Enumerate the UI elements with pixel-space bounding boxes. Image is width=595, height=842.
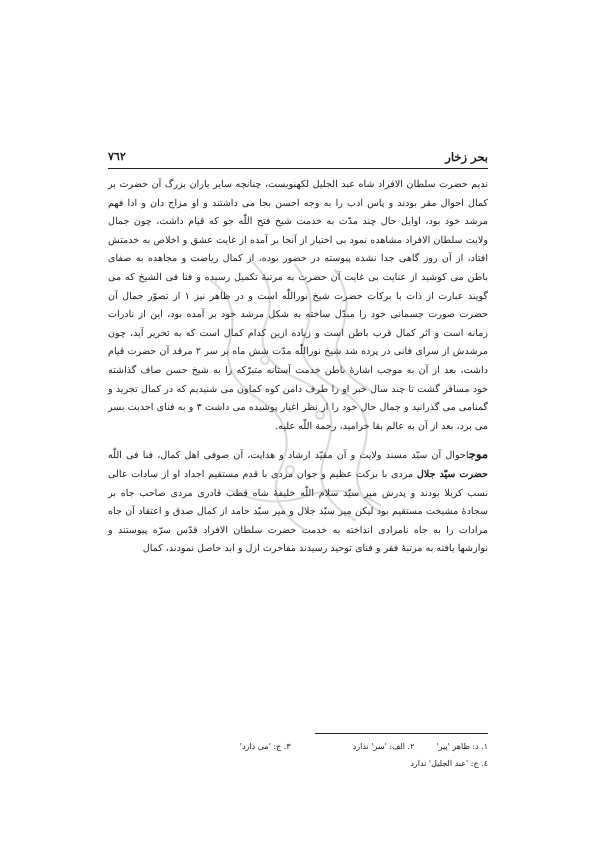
paragraph-2-text-b: مردی با برکت عظیم و جوان مردی با قدم مستقیم اجداد او از سادات عالی نسب کربلا بودند و پدرش میر سیّد سلام اللّٰه خلیفهٔ شاه قطب قادری مردی صاحب جاه بر سجادهٔ مشیخت مستقیم بود لیکن میر سیّد جلال و میر سیّد حامد از کمال صدق و اعتقاد آن جاه مرادات را به جاه نامرادی انداخته به خدمت حضرت سلطان الافراد قدّس سرّه پیوستند و نوازشها یافته به مرتبهٔ فقر و فنای توحید رسیدند مفاخرت ازل و ابد حاصل نمودند، کمال [108, 468, 488, 555]
section-keyword: موج [468, 447, 488, 462]
person-name: حضرت سیّد جلال [416, 468, 488, 480]
footnote-2: ۲. الف: 'سر' ندارد [352, 742, 415, 751]
footnote-1: ۱. د: ظاهر 'پیر' [436, 742, 488, 751]
footnote-rule [315, 733, 488, 734]
footnote-3: ۳. ج: 'می دارد' [239, 742, 291, 751]
page-number: ٧٦٢ [108, 150, 126, 163]
body-text [108, 176, 488, 559]
page-header [108, 150, 488, 168]
footnotes [108, 738, 488, 772]
footnote-line-1 [108, 738, 488, 755]
paragraph-1: ندیم حضرت سلطان الافراد شاه عبد الجلیل لکهنویست، چنانچه سایر یاران بزرگ آن حضرت بر کمال احوال مقر بودند و پاس ادب را به وجه احسن بجا می داشتند و او مزاج دان و ادا فهم مرشد خود بود، اوایل حال چند مدّت به خدمت شیخ فتح اللّٰه جو که قیام داشت، چون جمال ولایت سلطان الافراد مشاهده نمود بی اختیار از آنجا بر آمده از غایت عشق و اخلاص به خدمتش افتاد، از آن روز گاهی جدا نشده پیوسته در حضور بوده، از کمال ریاضت و مجاهده به صفای باطن می کوشید از عنایت بی غایت آن حضرت به مرتبهٔ تکمیل رسیده و فنا فی الشیخ که می گویند عبارت از ذات با برکات حضرت شیخ نوراللّٰه است و در ظاهر نیز ۱ از تصوّر جمال آن حضرت صورت جسمانی خود را مبدّل ساخته به شکل مرشد خود بر آمده بود، این از نادرات زمانه است و اثر کمال قرب باطن است و زیاده ازین کدام کمال است که به تحریر آید، چون مرشدش از سرای فانی در پرده شد شیخ نوراللّٰه مدّت شش ماه بر سر ۲ مرقد آن حضرت قیام داشت، بعد از آن به موجب اشارهٔ باطن خدمت آستانه متبرّکه را به شیخ حسن صاف گذاشته خود مسافر گشت تا چند سال خبر او را طرف دامن کوه کماون می شنیدیم که در کمال تجرید و گمنامی می گذرانید و جمال حال خود را از نظر اغیار پوشیده می داشت ۳ و به فنای احدیت بسر می برد، بعد از آن به عالم بقا خرامید، رحمة اللّٰه علیه. [108, 179, 488, 432]
running-title: بحر زخار [445, 150, 488, 164]
header-rule [108, 168, 488, 169]
paragraph-2-text-a: احوال آن سیّد مسند ولایت و آن مقیّد ارشاد و هدایت، آن صوفی اهل کمال، فنا فی اللّٰه [108, 450, 469, 462]
paragraph-2 [108, 445, 488, 559]
footnote-line-2 [108, 755, 488, 772]
footnote-4: ٤. ج: 'عبد الجلیل' ندارد [410, 759, 488, 768]
